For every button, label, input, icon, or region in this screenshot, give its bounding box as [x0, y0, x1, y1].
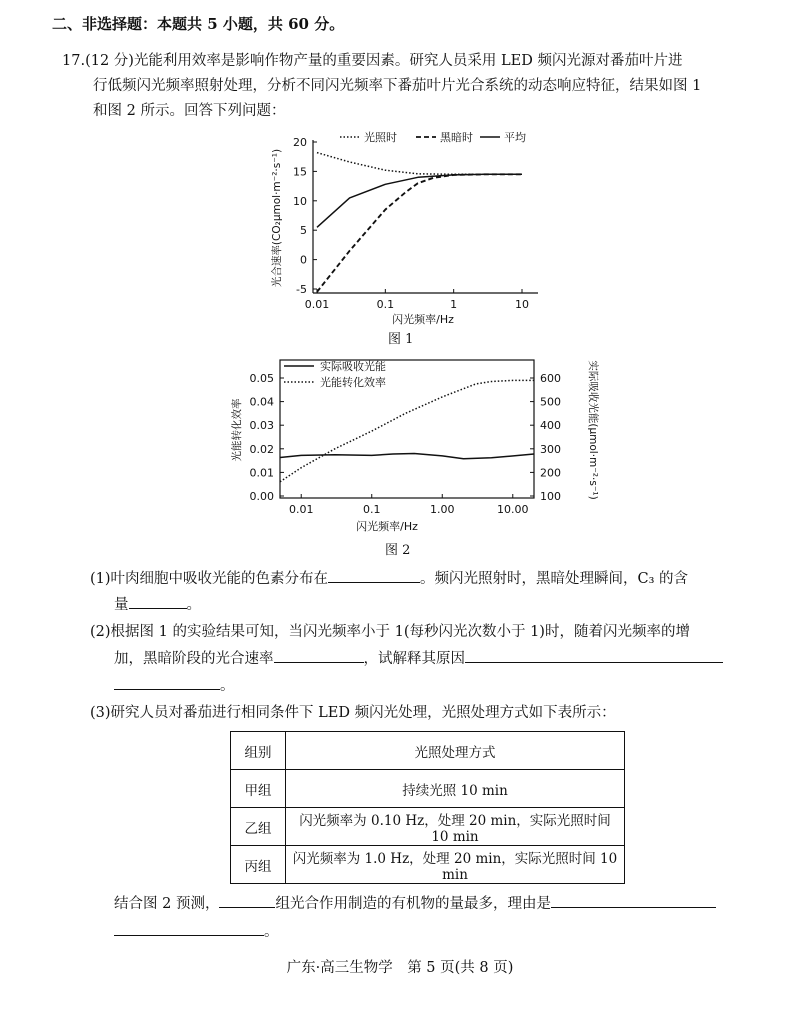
figure2-x-label: 闪光频率/Hz — [356, 520, 418, 533]
figure2-series — [280, 380, 534, 481]
lighting-table — [230, 731, 625, 884]
y-tick-label-left: 0.02 — [249, 442, 274, 456]
figure2-y-label-right: 实际吸收光能(μmol·m⁻²·s⁻¹) — [587, 360, 599, 500]
legend-label-efficiency: 光能转化效率 — [320, 376, 386, 389]
figure2-chart — [222, 352, 602, 542]
question-17-line3: 和图 2 所示。回答下列问题： — [93, 103, 286, 119]
q3-end: 。 — [264, 924, 279, 940]
figure2-ticks — [250, 372, 562, 516]
q1-blank-2[interactable] — [129, 594, 187, 609]
q1-text-b: 。频闪光照射时，黑暗处理瞬间，C₃ 的含 — [420, 571, 689, 587]
y-tick-label-right: 400 — [540, 419, 561, 433]
y-tick-label-left: 0.03 — [249, 419, 274, 433]
q2-line2 — [114, 648, 723, 669]
y-tick-label: 10 — [293, 194, 307, 208]
q2-blank-1[interactable] — [274, 648, 364, 663]
q2-line3 — [114, 675, 235, 696]
question-number: 17. — [62, 53, 86, 69]
question-17-line2: 行低频闪光频率照射处理，分析不同闪光频率下番茄叶片光合系统的动态响应特征，结果如图 1 — [93, 78, 702, 94]
figure1-chart — [258, 126, 558, 336]
table-header-row — [231, 732, 625, 770]
q1-line1 — [90, 568, 688, 589]
y-tick-label-right: 100 — [540, 490, 561, 503]
x-tick-label: 10.00 — [497, 503, 529, 516]
figure2-caption: 图 2 — [385, 543, 411, 558]
y-tick-label-left: 0.00 — [249, 490, 274, 503]
y-tick-label-left: 0.04 — [249, 395, 274, 409]
q3-blank-3[interactable] — [114, 921, 264, 936]
figure1-caption: 图 1 — [388, 332, 414, 347]
figure1-line-series-0 — [317, 153, 522, 175]
y-tick-label: 5 — [300, 224, 307, 238]
q2-text-a: 加，黑暗阶段的光合速率 — [114, 651, 274, 667]
q1-blank-1[interactable] — [328, 568, 420, 583]
q2-blank-2[interactable] — [465, 648, 723, 663]
table-cell-group: 乙组 — [231, 808, 286, 846]
y-tick-label: -5 — [296, 283, 307, 296]
legend-label-light: 光照时 — [364, 131, 397, 144]
table-row — [231, 846, 625, 884]
figure1-line-series-2 — [317, 174, 522, 227]
q3-text-b: 组光合作用制造的有机物的量最多，理由是 — [275, 896, 551, 912]
y-tick-label-left: 0.01 — [249, 466, 274, 480]
table-row — [231, 770, 625, 808]
x-tick-label: 0.1 — [376, 298, 395, 311]
figure2-plot-frame — [280, 360, 534, 498]
table-header-group: 组别 — [231, 732, 286, 770]
q3-intro: (3)研究人员对番茄进行相同条件下 LED 频闪光处理，光照处理方式如下表所示： — [90, 705, 616, 721]
x-tick-label: 1.00 — [430, 503, 455, 516]
x-tick-label: 0.01 — [304, 298, 330, 311]
q2-blank-3[interactable] — [114, 675, 220, 690]
figure2-line-series-1 — [280, 380, 534, 481]
figure2-legend — [284, 359, 386, 389]
q3-blank-1[interactable] — [219, 893, 275, 908]
q1-text-c: 量 — [114, 597, 129, 613]
y-tick-label: 15 — [293, 165, 307, 179]
y-tick-label: 20 — [293, 136, 307, 149]
q3-predict-line — [114, 893, 716, 914]
table-cell-group: 甲组 — [231, 770, 286, 808]
table-cell-method: 闪光频率为 1.0 Hz，处理 20 min，实际光照时间 10 min — [286, 846, 625, 884]
q1-text-a: (1)叶肉细胞中吸收光能的色素分布在 — [90, 571, 329, 587]
x-tick-label: 0.1 — [362, 503, 381, 516]
figure2-line-series-0 — [280, 454, 534, 459]
question-17-line1 — [62, 51, 683, 71]
figure1-x-label: 闪光频率/Hz — [392, 313, 454, 326]
figure1-y-label: 光合速率(CO₂μmol·m⁻²·s⁻¹) — [271, 148, 283, 288]
table-header-method: 光照处理方式 — [286, 732, 625, 770]
table-cell-method: 闪光频率为 0.10 Hz，处理 20 min，实际光照时间 10 min — [286, 808, 625, 846]
q3-line2 — [114, 921, 279, 942]
q1-line2 — [114, 594, 201, 615]
section-header: 二、非选择题：本题共 5 小题，共 60 分。 — [52, 15, 345, 33]
figure2-y-label-left: 光能转化效率 — [231, 398, 243, 462]
q1-text-d: 。 — [186, 597, 201, 613]
y-tick-label-right: 300 — [540, 442, 561, 456]
figure1-line-series-1 — [317, 174, 522, 292]
x-tick-label: 10 — [515, 298, 529, 311]
table-cell-method: 持续光照 10 min — [286, 770, 625, 808]
table-cell-group: 丙组 — [231, 846, 286, 884]
figure1-ticks — [293, 136, 529, 311]
q2-text-b: ，试解释其原因 — [363, 651, 465, 667]
q2-text-c: 。 — [220, 678, 235, 694]
y-tick-label: 0 — [300, 253, 307, 267]
question-points: (12 分) — [85, 53, 134, 69]
figure1-series — [317, 153, 522, 292]
y-tick-label-left: 0.05 — [249, 372, 274, 385]
legend-label-avg: 平均 — [504, 131, 526, 144]
legend-label-dark: 黑暗时 — [440, 131, 473, 144]
legend-label-absorbed: 实际吸收光能 — [320, 360, 386, 373]
x-tick-label: 1 — [450, 298, 458, 311]
q3-blank-2[interactable] — [551, 893, 716, 908]
x-tick-label: 0.01 — [288, 503, 314, 516]
y-tick-label-right: 500 — [540, 395, 561, 409]
y-tick-label-right: 600 — [540, 372, 561, 385]
y-tick-label-right: 200 — [540, 466, 561, 480]
figure1-legend — [340, 130, 526, 144]
table-row — [231, 808, 625, 846]
page-footer: 广东·高三生物学 第 5 页(共 8 页) — [286, 960, 514, 976]
stem-text-1: 光能利用效率是影响作物产量的重要因素。研究人员采用 LED 频闪光源对番茄叶片进 — [133, 53, 683, 69]
q2-line1: (2)根据图 1 的实验结果可知，当闪光频率小于 1(每秒闪光次数小于 1)时，随着闪光频率的增 — [90, 624, 690, 640]
q3-text-a: 结合图 2 预测， — [114, 896, 220, 912]
